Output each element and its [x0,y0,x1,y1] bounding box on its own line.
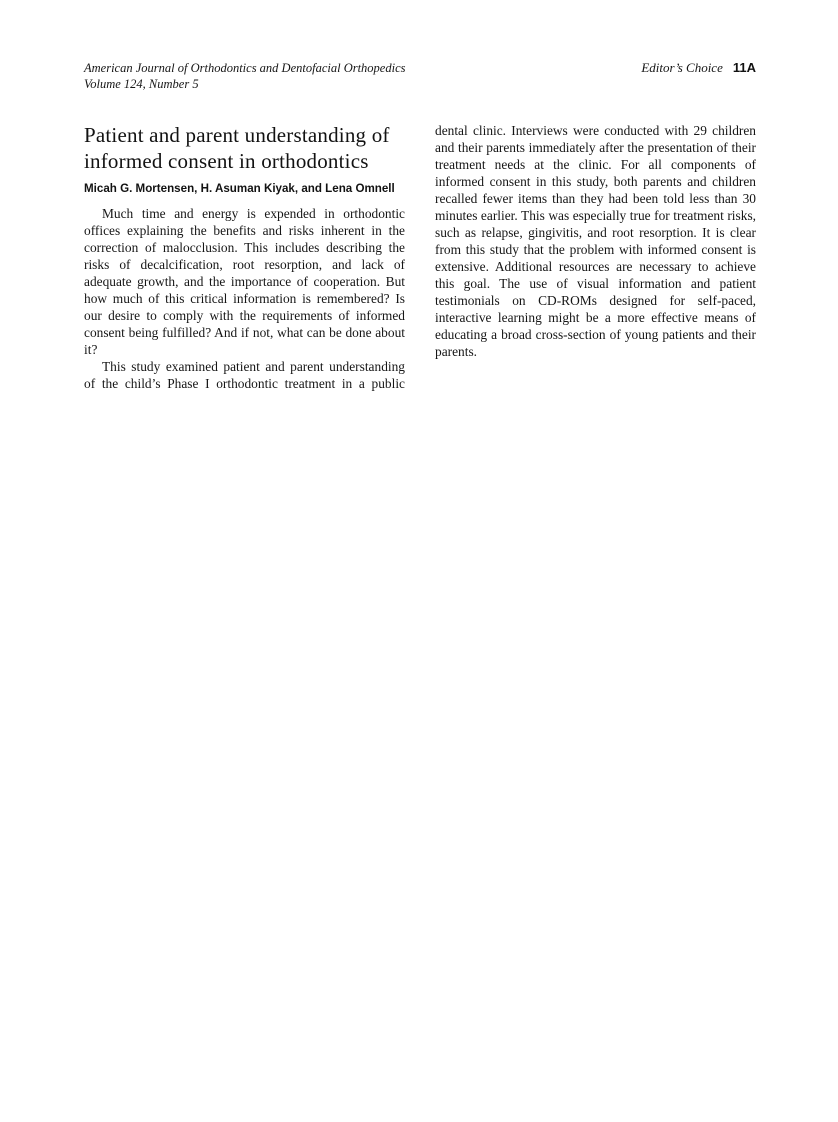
header-right [641,60,756,76]
article-body [84,122,756,392]
journal-title: American Journal of Orthodontics and Dentofacial Orthopedics [84,61,406,75]
journal-volume-issue: Volume 124, Number 5 [84,77,199,91]
article-authors: Micah G. Mortensen, H. Asuman Kiyak, and Lena Omnell [84,182,395,195]
article-title: Patient and parent understanding of informed consent in orthodontics [84,123,390,173]
article-paragraph: This study examined patient and parent understanding of the child’s Phase I orthodontic treatment in a public dental clinic. Interviews were conducted with 29 children and their parents immediately after the presentation of their treatment needs at the clinic. For all components of informed consent in this study, both parents and children recalled fewer items than they had been told less than 30 minutes earlier. This was especially true for treatment risks, such as relapse, gingivitis, and root resorption. It is clear from this study that the problem with informed consent is extensive. Additional resources are necessary to achieve this goal. The use of visual information and patient testimonials on CD-ROMs designed for self-paced, interactive learning might be a more effective means of educating a broad cross-section of young patients and their parents. [84,123,756,391]
section-label: Editor’s Choice [641,60,723,75]
article-paragraph: Much time and energy is expended in orthodontic offices explaining the benefits and risks inherent in the correction of malocclusion. This includes describing the risks of decalcification, root resorption, and lack of adequate growth, and the importance of cooperation. But how much of this critical information is remembered? Is our desire to comply with the requirements of informed consent being fulfilled? And if not, what can be done about it? [84,206,405,357]
journal-identification [84,60,406,92]
running-header [84,60,756,92]
page-number: 11A [732,60,756,75]
